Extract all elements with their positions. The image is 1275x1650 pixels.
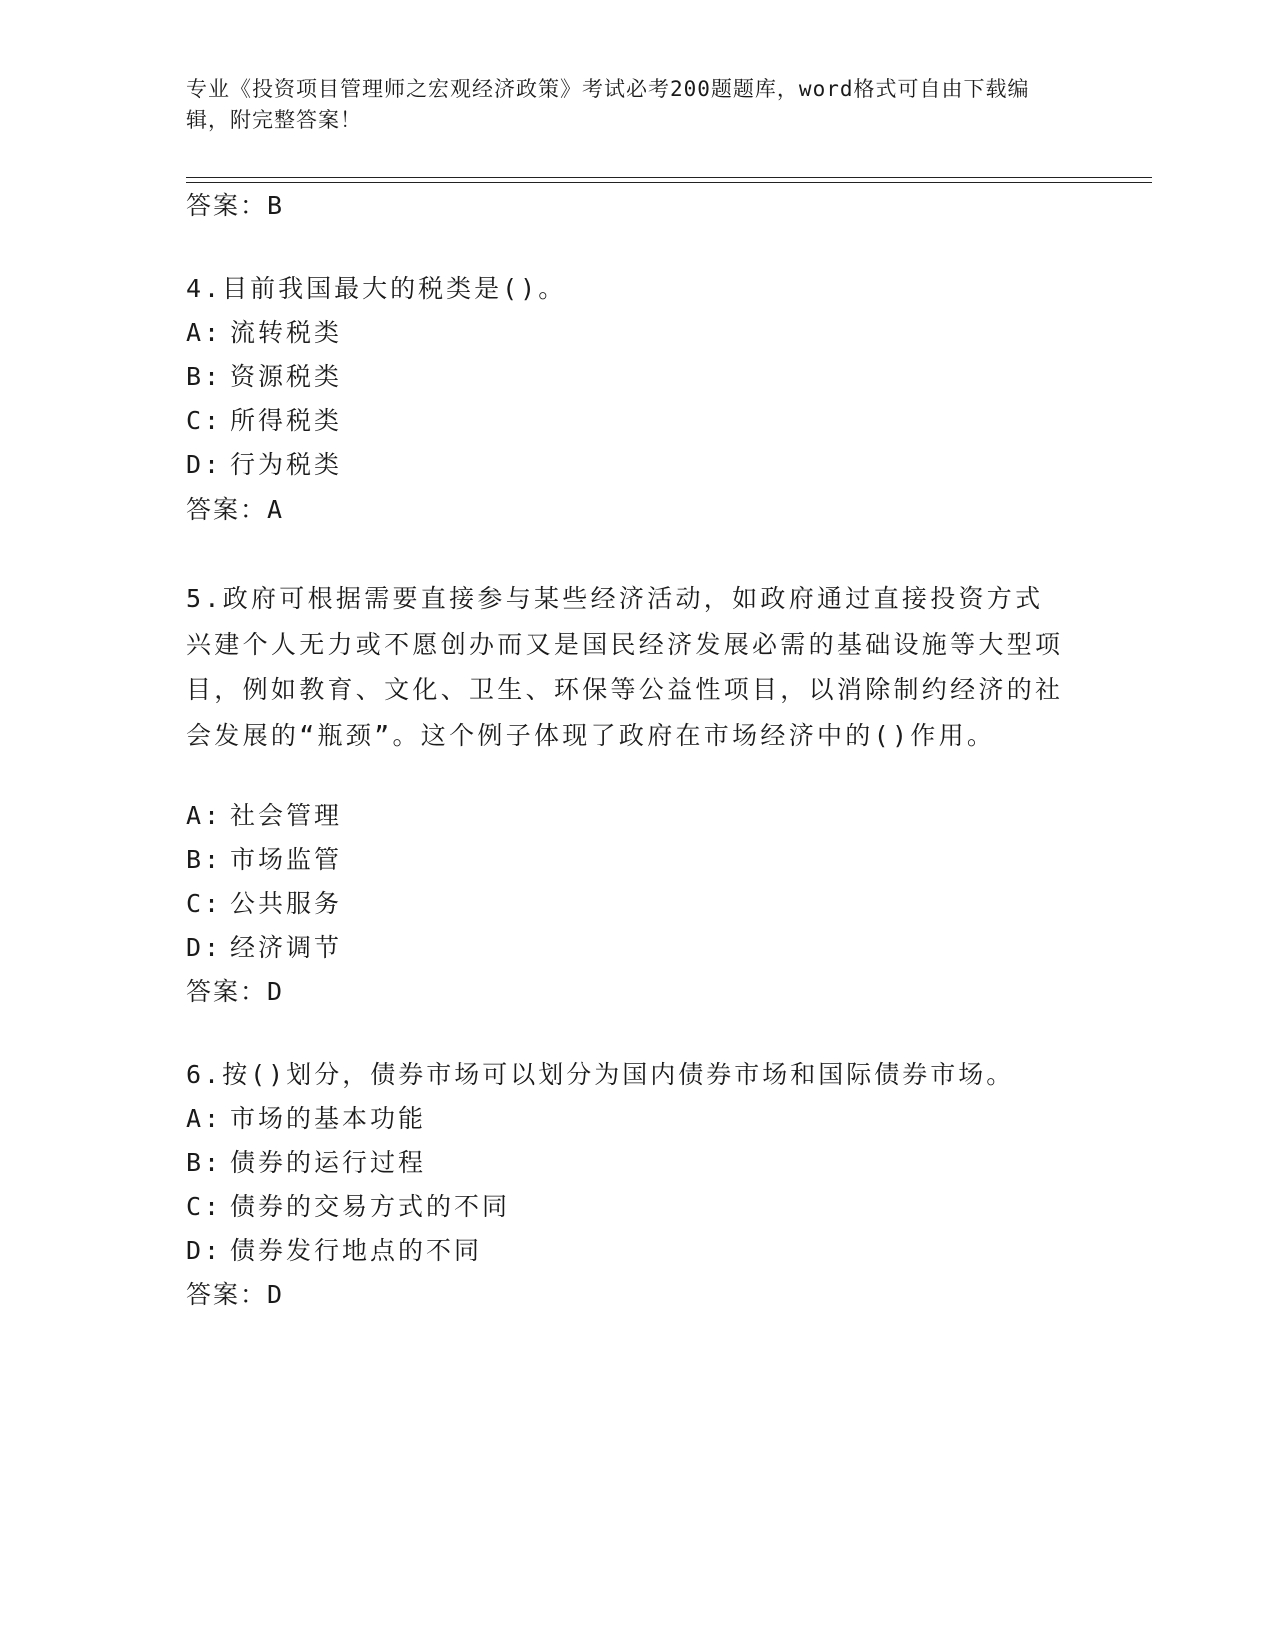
option-label: D: (186, 450, 223, 479)
question-6-answer: 答案：D (186, 1280, 285, 1309)
question-4-option-b (186, 361, 342, 393)
option-label: A: (186, 318, 223, 347)
option-label: A: (186, 1104, 223, 1133)
question-5-option-d (186, 932, 342, 964)
question-4-option-c (186, 405, 342, 437)
question-6-option-d (186, 1235, 482, 1267)
option-label: B: (186, 845, 223, 874)
option-label: D: (186, 1236, 223, 1265)
question-5-answer: 答案：D (186, 977, 285, 1006)
option-text: 社会管理 (230, 801, 343, 830)
option-label: B: (186, 1148, 223, 1177)
option-label: C: (186, 1192, 223, 1221)
question-6-stem: 6.按()划分，债券市场可以划分为国内债券市场和国际债券市场。 (186, 1060, 1015, 1089)
option-text: 资源税类 (230, 362, 343, 391)
previous-answer: 答案：B (186, 191, 285, 220)
option-label: A: (186, 801, 223, 830)
option-text: 市场的基本功能 (230, 1104, 427, 1133)
option-text: 行为税类 (230, 450, 343, 479)
question-5-option-b (186, 844, 342, 876)
question-4-answer: 答案：A (186, 495, 285, 524)
question-4-option-d (186, 449, 342, 481)
question-6-option-c (186, 1191, 510, 1223)
option-text: 所得税类 (230, 406, 343, 435)
option-text: 债券发行地点的不同 (230, 1236, 483, 1265)
question-5-option-c (186, 888, 342, 920)
option-text: 公共服务 (230, 889, 343, 918)
question-6-option-b (186, 1147, 426, 1179)
option-text: 债券的运行过程 (230, 1148, 427, 1177)
option-label: C: (186, 406, 223, 435)
question-5-option-a (186, 800, 342, 832)
question-4-stem: 4.目前我国最大的税类是()。 (186, 274, 567, 303)
option-text: 债券的交易方式的不同 (230, 1192, 511, 1221)
header-divider-bottom (186, 182, 1152, 183)
option-text: 流转税类 (230, 318, 343, 347)
option-text: 市场监管 (230, 845, 343, 874)
question-5-stem: 5.政府可根据需要直接参与某些经济活动，如政府通过直接投资方式兴建个人无力或不愿创办而又是国民经济发展必需的基础设施等大型项目，例如教育、文化、卫生、环保等公益性项目，以消除制约经济的社会发展的“瓶颈”。这个例子体现了政府在市场经济中的()作用。 (186, 584, 1064, 750)
document-header: 专业《投资项目管理师之宏观经济政策》考试必考200题题库，word格式可自由下载编辑，附完整答案！ (186, 77, 1030, 132)
option-text: 经济调节 (230, 933, 343, 962)
question-4-option-a (186, 317, 342, 349)
question-6-option-a (186, 1103, 426, 1135)
header-divider-top (186, 177, 1152, 178)
option-label: D: (186, 933, 223, 962)
option-label: C: (186, 889, 223, 918)
option-label: B: (186, 362, 223, 391)
